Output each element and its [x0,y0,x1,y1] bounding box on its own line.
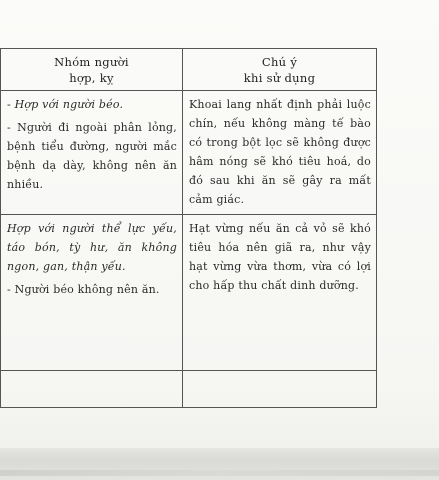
header-col2-line1: Chú ý [261,55,298,69]
table-row [1,91,377,215]
header-suitable-groups [1,49,183,91]
table-cell-groups [1,91,183,215]
header-col1-line2: hợp, kỵ [69,71,114,85]
page-edge-shade [0,470,439,476]
cell-text-note: Khoai lang nhất định phải luộc chín, nếu không màng tế bào có trong bột lọc sẽ không được hâm nóng sẽ khó tiêu hoá, do đó sau khi ăn sẽ gây ra mất cảm giác. [189,98,371,206]
table-cell-groups [1,215,183,371]
table-cell-empty [1,371,183,408]
cell-text-suitable: Hợp với người thể lực yếu, táo bón, tỳ hư, ăn không ngon, gan, thận yếu. [7,222,177,273]
table-cell-empty [183,371,377,408]
table-cell-notes [183,215,377,371]
cell-text-avoid: - Người đi ngoài phân lỏng, bệnh tiểu đường, người mắc bệnh dạ dày, không nên ăn nhiều. [7,121,177,191]
cell-text-avoid: - Người béo không nên ăn. [7,283,160,296]
page-bottom-shadow [0,448,439,480]
header-col1-line1: Nhóm người [54,55,129,69]
table-header-row [1,49,377,91]
table-cell-notes [183,91,377,215]
food-notes-table [0,48,377,408]
cell-text-note: Hạt vừng nếu ăn cả vỏ sẽ khó tiêu hóa nên giã ra, như vậy hạt vừng vừa thơm, vừa có lợi cho hấp thu chất dinh dưỡng. [189,222,371,292]
cell-text-suitable: - Hợp với người béo. [7,98,124,111]
header-usage-notes [183,49,377,91]
header-col2-line2: khi sử dụng [243,71,316,85]
table-row-empty [1,371,377,408]
table-row [1,215,377,371]
